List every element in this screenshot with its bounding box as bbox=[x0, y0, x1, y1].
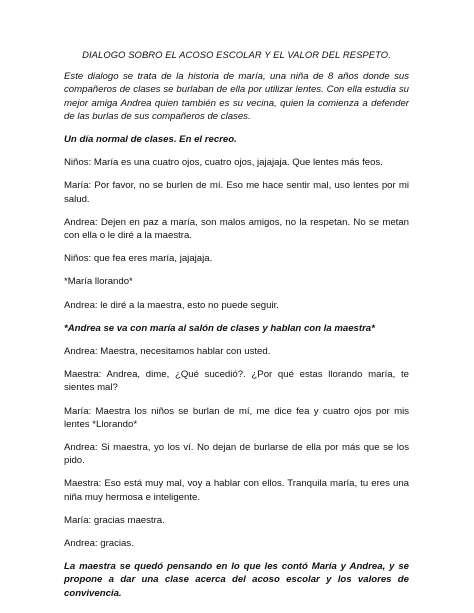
scene-heading-classroom: *Andrea se va con maría al salón de clases y hablan con la maestra* bbox=[64, 322, 375, 334]
scene-heading-recess: Un día normal de clases. En el recreo. bbox=[64, 134, 237, 146]
dialogue-line: Andrea: gracias. bbox=[64, 538, 134, 550]
dialogue-line: Niños: que fea eres maría, jajajaja. bbox=[64, 253, 213, 265]
dialogue-line: Andrea: Maestra, necesitamos hablar con usted. bbox=[64, 346, 271, 358]
document-title: DIALOGO SOBRO EL ACOSO ESCOLAR Y EL VALOR DEL RESPETO. bbox=[82, 49, 391, 60]
closing-paragraph: La maestra se quedó pensando en lo que les contó María y Andrea, y se propone a dar una clase acerca del acoso escolar y los valores de convivencia. bbox=[64, 561, 409, 599]
dialogue-line: Andrea: le diré a la maestra, esto no puede seguir. bbox=[64, 299, 279, 311]
dialogue-line: María: Maestra los niños se burlan de mí, me dice fea y cuatro ojos por mis lentes *Llorando* bbox=[64, 405, 409, 430]
dialogue-line: Maestra: Andrea, dime, ¿Qué sucedió?. ¿Por qué estas llorando maría, te sientes mal? bbox=[64, 369, 409, 394]
stage-direction: *María llorando* bbox=[64, 276, 133, 288]
intro-paragraph: Este dialogo se trata de la historia de maría, una niña de 8 años donde sus compañeros de clases se burlaban de ella por utilizar lentes. Con ella estudia su mejor amiga Andrea quien también es su vecina, quien la comienza a defender de las burlas de sus compañeros de clases. bbox=[64, 71, 409, 122]
document-body bbox=[64, 48, 409, 610]
dialogue-line: Niños: María es una cuatro ojos, cuatro ojos, jajajaja. Que lentes más feos. bbox=[64, 157, 383, 169]
dialogue-line: María: gracias maestra. bbox=[64, 514, 165, 526]
dialogue-line: Andrea: Si maestra, yo los ví. No dejan de burlarse de ella por más que se los pido. bbox=[64, 442, 409, 467]
dialogue-line: Maestra: Eso está muy mal, voy a hablar con ellos. Tranquila maría, tu eres una niña muy hermosa e inteligente. bbox=[64, 478, 409, 503]
dialogue-line: Andrea: Dejen en paz a maría, son malos amigos, no la respetan. No se metan con ella o le diré a la maestra. bbox=[64, 216, 409, 242]
dialogue-line: María: Por favor, no se burlen de mí. Eso me hace sentir mal, uso lentes por mi salud. bbox=[64, 180, 409, 205]
